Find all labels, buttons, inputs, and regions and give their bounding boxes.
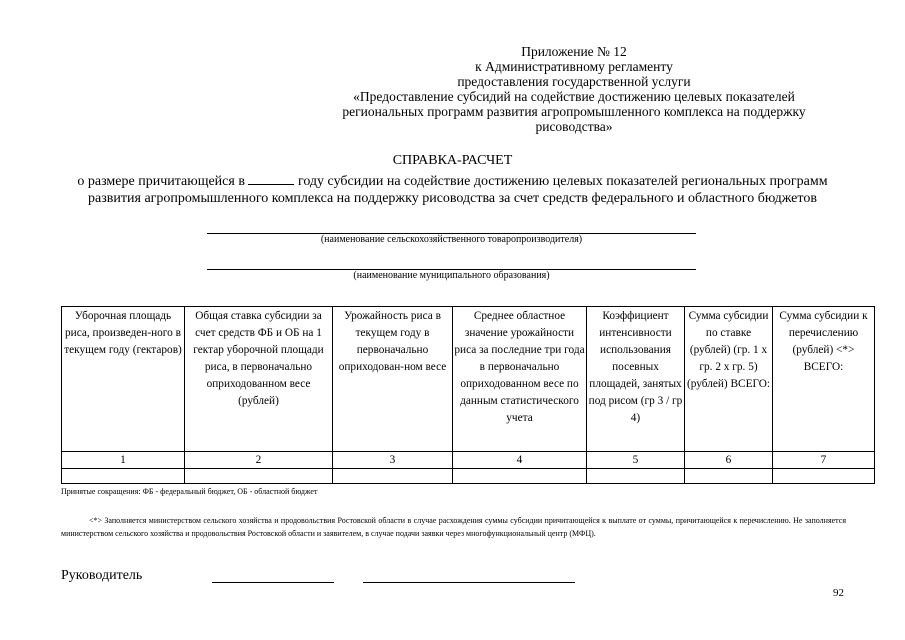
data-cell[interactable] bbox=[587, 469, 685, 484]
column-header: Уборочная площадь риса, произведен-ного в текущем году (гектаров) bbox=[62, 307, 185, 452]
data-cell[interactable] bbox=[773, 469, 875, 484]
column-number: 4 bbox=[453, 452, 587, 469]
data-row bbox=[62, 469, 875, 484]
signer-label: Руководитель bbox=[61, 568, 143, 583]
abbreviations-note: Принятые сокращения: ФБ - федеральный бюджет, ОБ - областной бюджет bbox=[61, 487, 318, 496]
column-header: Урожайность риса в текущем году в первоначально оприходован-ном весе bbox=[333, 307, 453, 452]
municipality-caption: (наименование муниципального образования) bbox=[353, 270, 550, 281]
column-header: Общая ставка субсидии за счет средств ФБ и ОБ на 1 гектар уборочной площади риса, в первоначально оприходованном весе (рублей) bbox=[185, 307, 333, 452]
producer-caption: (наименование сельскохозяйственного товаропроизводителя) bbox=[320, 234, 583, 245]
column-header: Сумма субсидии по ставке (рублей) (гр. 1 x гр. 2 x гр. 5) (рублей) ВСЕГО: bbox=[685, 307, 773, 452]
data-cell[interactable] bbox=[333, 469, 453, 484]
subtitle-part: году субсидии на содействие достижению целевых показателей региональных программ развития агропромышленного комплекса на поддержку рисоводства за счет средств федерального и областного бюджетов bbox=[88, 174, 828, 206]
column-header: Сумма субсидии к перечислению (рублей) <*> ВСЕГО: bbox=[773, 307, 875, 452]
document-title: СПРАВКА-РАСЧЕТ bbox=[392, 153, 513, 168]
appendix-line: Приложение № 12 bbox=[521, 44, 627, 59]
column-header: Коэффициент интенсивности использования посевных площадей, занятых под рисом (гр 3 / гр 4) bbox=[587, 307, 685, 452]
name-line[interactable] bbox=[363, 582, 575, 583]
column-number: 7 bbox=[773, 452, 875, 469]
column-number: 5 bbox=[587, 452, 685, 469]
year-blank[interactable] bbox=[248, 172, 294, 185]
footnote: <*> Заполняется министерством сельского хозяйства и продовольствия Ростовской области в случае расхождения суммы субсидии причитающейся к выплате от суммы, причитающейся к перечислению. Не заполняется министерством сельского хозяйства и продовольствия Ростовской области и заявителем, в случае подачи заявки через многофункциональный центр (МФЦ). bbox=[61, 516, 846, 538]
appendix-line: к Административному регламенту bbox=[475, 59, 673, 74]
appendix-line: предоставления государственной услуги bbox=[457, 74, 691, 89]
subtitle-part: о размере причитающейся в bbox=[77, 174, 245, 189]
column-number: 1 bbox=[62, 452, 185, 469]
data-cell[interactable] bbox=[62, 469, 185, 484]
data-cell[interactable] bbox=[685, 469, 773, 484]
header-row bbox=[62, 307, 875, 452]
column-header: Среднее областное значение урожайности риса за последние три года в первоначально оприходованном весе по данным статистического учета bbox=[453, 307, 587, 452]
appendix-header bbox=[300, 44, 848, 134]
column-number: 2 bbox=[185, 452, 333, 469]
signature-line[interactable] bbox=[212, 582, 334, 583]
column-number-row bbox=[62, 452, 875, 469]
appendix-line: рисоводства» bbox=[535, 119, 613, 134]
data-cell[interactable] bbox=[453, 469, 587, 484]
data-cell[interactable] bbox=[185, 469, 333, 484]
appendix-line: «Предоставление субсидий на содействие достижению целевых показателей bbox=[353, 89, 795, 104]
column-number: 6 bbox=[685, 452, 773, 469]
calculation-table bbox=[61, 306, 875, 484]
page-number: 92 bbox=[833, 587, 844, 599]
appendix-line: региональных программ развития агропромышленного комплекса на поддержку bbox=[342, 104, 806, 119]
column-number: 3 bbox=[333, 452, 453, 469]
document-subtitle bbox=[60, 172, 845, 207]
